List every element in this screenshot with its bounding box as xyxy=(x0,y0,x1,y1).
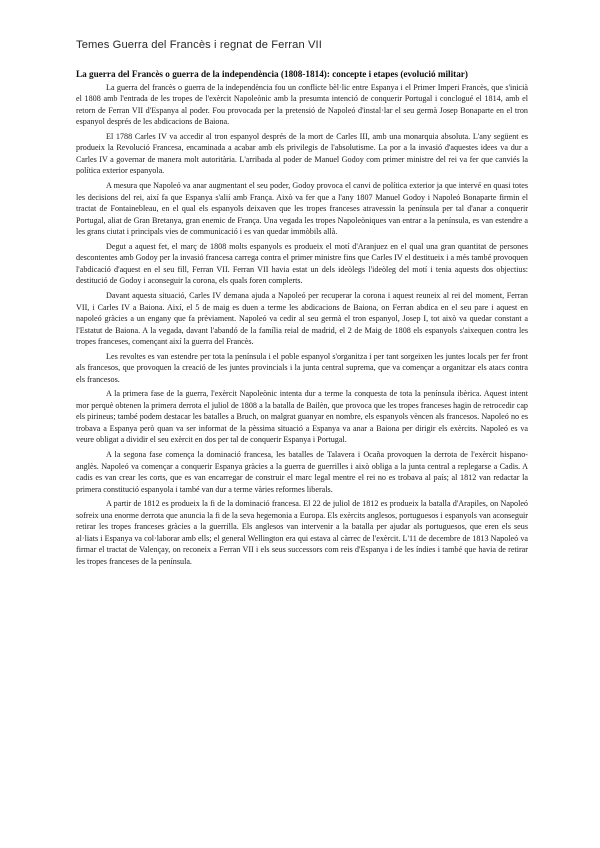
page-header: Temes Guerra del Francès i regnat de Ferran VII xyxy=(76,39,322,51)
document-body xyxy=(76,69,528,570)
paragraph-9: A partir de 1812 es produeix la fi de la dominació francesa. El 22 de juliol de 1812 es produeix la batalla d'Arapiles, on Napoleó sofreix una enorme derrota que anuncia la fi de la seva hegemonia a Europa. Els exèrcits anglesos, portuguesos i espanyols van aconseguir retirar les tropes franceses gràcies a la guerrilla. Els anglesos van intervenir a la batalla per ajudar als portuguesos, que eren els seus al·liats i Espanya va col·laborar amb ells; el general Wellington era qui estava al càrrec de l'exèrcit. L'11 de decembre de 1813 Napoleó va firmar el tractat de Valençay, on reconeix a Ferran VII i els seus successors com reis d'Espanya i de les índies i també que havia de retirar les tropes franceses de la península. xyxy=(76,499,528,566)
paragraph-2: El 1788 Carles IV va accedir al tron espanyol després de la mort de Carles III, amb una monarquia absoluta. L'any següent es produeix la Revolució Francesa, encaminada a acabar amb els privilegis de l'absolutisme. La por a la invasió d'aquestes idees va dur a Carles IV a governar de manera molt autoritària. L'arribada al poder de Manuel Godoy com primer ministre del rei va fer que canviés la política exterior espanyola. xyxy=(76,131,528,176)
document-title: La guerra del Francès o guerra de la independència (1808-1814): concepte i etapes (evolució militar) xyxy=(76,69,468,79)
paragraph-5: Davant aquesta situació, Carles IV demana ajuda a Napoleó per recuperar la corona i aquest reuneix al rei del moment, Ferran VII, i Carles IV a Baiona. Així, el 5 de maig es duen a terme les abdicacions de Baiona, on Ferran abdica en el seu pare i aquest en napoleó gràcies a un engany que fa prèviament. Napoleó va cedir al seu germà el tron espanyol, Josep I, tot això va quedar constant a l'Estatut de Baiona. A la vegada, davant l'abandó de la família reial de madrid, el 2 de Maig de 1808 els espanyols s'aixequen contra les tropes franceses, començant així la guerra del Francès. xyxy=(76,291,528,347)
paragraph-3: A mesura que Napoleó va anar augmentant el seu poder, Godoy provoca el canvi de política exterior ja que intervé en quasi totes les decisions del rei, així fa que Espanya s'alií amb França. Això va fer que a l'any 1807 Manuel Godoy i Napoleó Bonaparte firmin el tractat de Fontainebleau, en el qual els espanyols deixaven que les tropes franceses atravessin la península per tal d'anar a conquerir Portugal, aliat de Gran Bretanya, gran enemic de França. Una vegada les tropes Napoleòniques van entrar a la península, es van estendre a les grans ciutat i principals vies de communicació i es van quedar immòbils allà. xyxy=(76,181,528,237)
paragraph-8: A la segona fase comença la dominació francesa, les batalles de Talavera i Ocaña provoquen la derrota de l'exèrcit hispano-anglès. Napoleó va començar a conquerir Espanya gràcies a la guerra de guerrilles i això obliga a la junta central a replegarse a Cadis. A cadis es van crear les corts, que es van encarregar de construir el marc legal mentre el rei no es trobava al país; al 1812 van redactar la primera constitució espanyola i també van dur a terme vàries reformes liberals. xyxy=(76,450,528,494)
paragraph-6: Les revoltes es van estendre per tota la península i el poble espanyol s'organitza i per tant sorgeixen les juntes locals per fer front als francesos, que provoquen la creació de les juntes provincials i la junta central suprema, que va començar a organitzar els atacs contra els francesos. xyxy=(76,351,528,384)
paragraph-1: La guerra del francès o guerra de la independència fou un conflicte bèl·lic entre Espanya i el Primer Imperi Francès, que s'inicià el 1808 amb l'entrada de les tropes de l'exèrcit Napoleònic amb la presumta intenció de conquerir Portugal i conclogué el 1814, amb el retorn de Ferran VII d'Espanya al poder. Fou provocada per la pretensió de Napoleó d'instal·lar el seu germà Josep Bonaparte en el tron espanyol després de les abdicacions de Baiona. xyxy=(76,82,528,127)
paragraph-7: A la primera fase de la guerra, l'exèrcit Napoleònic intenta dur a terme la conquesta de tota la península ibèrica. Aquest intent mor perquè obtenen la primera derrota el juliol de 1808 a la batalla de Bailèn, que provoca que les tropes franceses hagin de retrocedir cap els pirineus; també podem destacar les batalles a Bruch, on malgrat guanyar en nombre, els espanyols vèncen als francesos. Napoleó no es trobava a Espanya però quan va ser informat de la pèssima situació a Espanya va anar a Baiona per dirigir els exèrcits. Napoleó es va veure obligat a dividir el seu exèrcit en dos per tal de conquerir Espanya i Portugal. xyxy=(76,389,528,445)
paragraph-4: Degut a aquest fet, el març de 1808 molts espanyols es produeix el motí d'Aranjuez en el qual una gran quantitat de persones descontentes amb Godoy per la invasió francesa carrega contra el primer ministre fins que Carles IV el destitueix i a més també provoquen l'abdicació d'aquest en el seu fill, Ferran VII. Ferran VII havia estat un dels ideòlegs l'ideòleg del motí i tenia aquests dos objectius: destitució de Godoy i aconseguir la corona, els quals foren complerts. xyxy=(76,241,528,286)
